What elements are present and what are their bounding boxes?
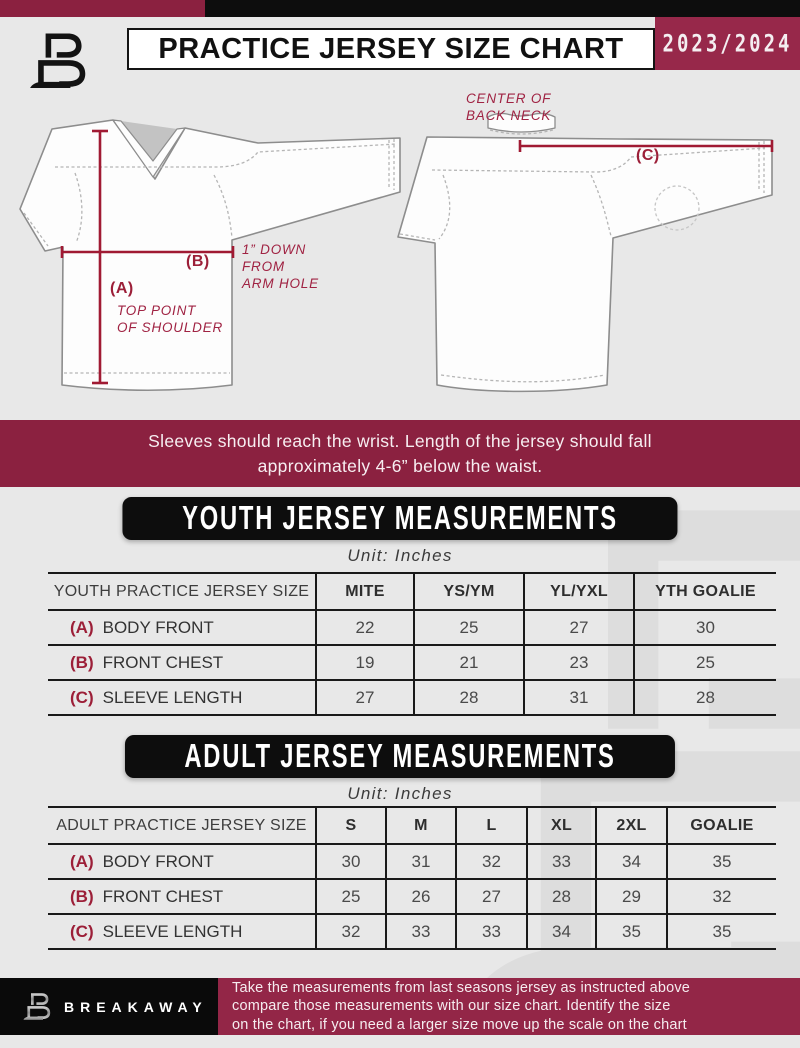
breakaway-footer-logo-icon	[22, 989, 52, 1025]
table-cell: 28	[413, 681, 523, 714]
row-label-text: FRONT CHEST	[102, 652, 224, 672]
table-row	[48, 880, 776, 915]
footer-instruction-line1: Take the measurements from last seasons jersey as instructed above	[232, 979, 691, 996]
measure-key: (A)	[70, 617, 94, 637]
jersey-diagram-area	[0, 85, 800, 420]
youth-table-header-row	[48, 574, 776, 611]
table-cell: 32	[315, 915, 385, 948]
table-row	[48, 915, 776, 948]
table-cell: 27	[315, 681, 413, 714]
footer-instructions	[218, 978, 800, 1035]
table-cell: 31	[385, 845, 455, 878]
table-cell: 25	[315, 880, 385, 913]
fit-notice-line2: approximately 4-6” below the waist.	[257, 455, 543, 476]
footer-instruction-line2: compare those measurements with our size chart. Identify the size	[232, 998, 671, 1015]
table-row	[48, 646, 776, 681]
adult-table-header-row	[48, 808, 776, 845]
footer-brand-block	[0, 978, 218, 1035]
table-cell: 35	[666, 915, 776, 948]
row-label	[48, 646, 315, 679]
table-cell: 33	[385, 915, 455, 948]
row-label-text: SLEEVE LENGTH	[102, 921, 243, 941]
column-header: ADULT PRACTICE JERSEY SIZE	[56, 816, 307, 834]
table-cell: 30	[633, 611, 776, 644]
measure-key: (C)	[70, 921, 94, 941]
row-label-text: SLEEVE LENGTH	[102, 687, 243, 707]
table-cell: 33	[455, 915, 526, 948]
jersey-front-diagram	[18, 103, 438, 403]
column-header: YS/YM	[413, 574, 523, 609]
brand-name: BREAKAWAY	[64, 998, 208, 1015]
table-cell: 25	[413, 611, 523, 644]
column-header: GOALIE	[666, 808, 776, 843]
row-label	[48, 845, 315, 878]
measure-key: (A)	[70, 851, 94, 871]
column-header: MITE	[315, 574, 413, 609]
table-cell: 34	[526, 915, 595, 948]
table-cell: 19	[315, 646, 413, 679]
row-label-text: BODY FRONT	[102, 617, 214, 637]
youth-section-heading: YOUTH JERSEY MEASUREMENTS	[182, 499, 618, 537]
youth-unit-label: Unit: Inches	[347, 546, 453, 565]
measure-label-a: (A)	[110, 280, 134, 297]
table-cell: 27	[455, 880, 526, 913]
column-header: XL	[526, 808, 595, 843]
column-header: 2XL	[595, 808, 666, 843]
row-label	[48, 880, 315, 913]
measure-key: (B)	[70, 652, 94, 672]
top-point-note-line1: TOP POINT	[117, 303, 197, 318]
row-label	[48, 915, 315, 948]
table-cell: 21	[413, 646, 523, 679]
table-cell: 32	[666, 880, 776, 913]
top-point-note-line2: OF SHOULDER	[117, 320, 224, 335]
column-header: YL/YXL	[523, 574, 633, 609]
youth-section-banner	[122, 497, 677, 540]
arm-hole-note-line2: FROM	[242, 259, 285, 274]
measure-key: (C)	[70, 687, 94, 707]
footer-instruction-line3: on the chart, if you need a larger size move up the scale on the chart	[232, 1016, 687, 1033]
measure-label-b: (B)	[186, 253, 210, 270]
arm-hole-note-line1: 1” DOWN	[242, 242, 307, 257]
table-cell: 35	[666, 845, 776, 878]
youth-size-table	[48, 572, 776, 716]
row-label-text: FRONT CHEST	[102, 886, 224, 906]
adult-unit-label: Unit: Inches	[347, 784, 453, 803]
season-label: 2023/2024	[662, 29, 793, 58]
center-back-neck-note-line1: CENTER OF	[466, 91, 552, 106]
table-row	[48, 611, 776, 646]
season-badge	[655, 17, 800, 70]
table-cell: 22	[315, 611, 413, 644]
table-cell: 28	[526, 880, 595, 913]
jersey-back-diagram	[395, 103, 785, 403]
footer	[0, 978, 800, 1035]
column-header: YTH GOALIE	[633, 574, 776, 609]
column-header: L	[455, 808, 526, 843]
table-cell: 34	[595, 845, 666, 878]
table-cell: 26	[385, 880, 455, 913]
table-cell: 25	[633, 646, 776, 679]
table-cell: 28	[633, 681, 776, 714]
fit-notice-line1: Sleeves should reach the wrist. Length of the jersey should fall	[148, 430, 652, 451]
column-header: M	[385, 808, 455, 843]
table-cell: 33	[526, 845, 595, 878]
table-row	[48, 681, 776, 714]
table-cell: 29	[595, 880, 666, 913]
adult-section-heading: ADULT JERSEY MEASUREMENTS	[184, 737, 616, 775]
fit-notice-banner	[0, 420, 800, 487]
measure-label-c: (C)	[636, 147, 660, 164]
arm-hole-note-line3: ARM HOLE	[242, 276, 319, 291]
row-label-text: BODY FRONT	[102, 851, 214, 871]
center-back-neck-note-line2: BACK NECK	[466, 108, 552, 123]
page-title: PRACTICE JERSEY SIZE CHART	[158, 32, 624, 65]
measure-key: (B)	[70, 886, 94, 906]
table-cell: 23	[523, 646, 633, 679]
top-accent-strip-maroon	[0, 0, 205, 17]
adult-section-banner	[125, 735, 675, 778]
table-cell: 27	[523, 611, 633, 644]
table-cell: 35	[595, 915, 666, 948]
column-header: YOUTH PRACTICE JERSEY SIZE	[53, 582, 310, 600]
table-cell: 31	[523, 681, 633, 714]
column-header: S	[315, 808, 385, 843]
adult-size-table	[48, 806, 776, 950]
table-cell: 30	[315, 845, 385, 878]
table-cell: 32	[455, 845, 526, 878]
row-label	[48, 611, 315, 644]
top-accent-strip-black	[205, 0, 800, 17]
row-label	[48, 681, 315, 714]
table-row	[48, 845, 776, 880]
page-title-box	[127, 28, 655, 70]
